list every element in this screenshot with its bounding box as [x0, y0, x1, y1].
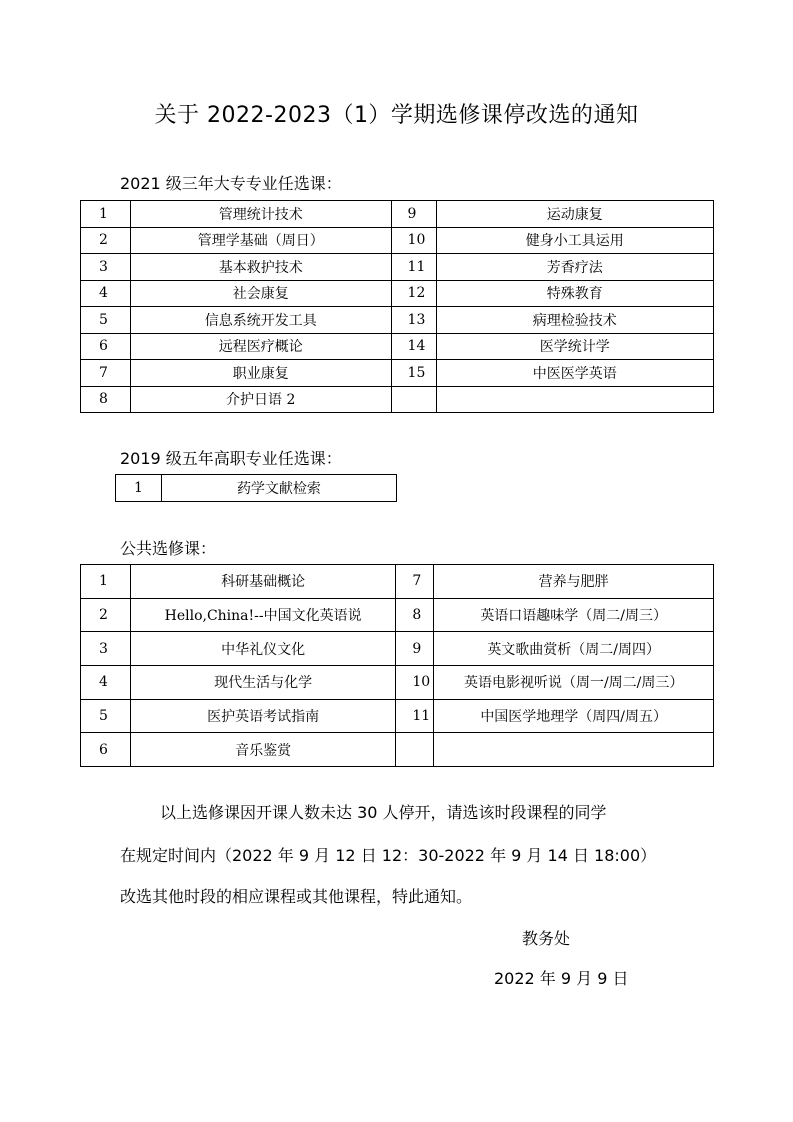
course-name-cell: 运动康复	[436, 201, 714, 228]
course-number-cell: 7	[396, 565, 434, 599]
course-name-cell	[436, 386, 714, 413]
course-name-cell: 信息系统开发工具	[130, 307, 391, 334]
course-number-cell: 14	[391, 333, 436, 360]
notice-line-2: 在规定时间内（2022 年 9 月 12 日 12：30-2022 年 9 月 14 日 18:00）	[120, 846, 657, 865]
course-number-cell: 12	[391, 280, 436, 307]
course-name-cell: 英文歌曲赏析（周二/周四）	[434, 632, 714, 666]
table-row	[81, 307, 714, 334]
course-name-cell: 营养与肥胖	[434, 565, 714, 599]
section1-heading: 2021 级三年大专专业任选课：	[120, 174, 342, 193]
table-row	[81, 360, 714, 387]
course-name-cell: 医护英语考试指南	[130, 699, 396, 733]
course-name-cell: 中华礼仪文化	[130, 632, 396, 666]
table-row	[81, 565, 714, 599]
course-number-cell: 7	[81, 360, 131, 387]
course-number-cell	[396, 733, 434, 767]
table-row	[116, 475, 397, 502]
course-number-cell: 11	[396, 699, 434, 733]
course-name-cell: 药学文献检索	[161, 475, 396, 502]
course-name-cell: Hello,China!--中国文化英语说	[130, 598, 396, 632]
course-name-cell: 基本救护技术	[130, 254, 391, 281]
table-row	[81, 699, 714, 733]
course-name-cell: 英语电影视听说（周一/周二/周三）	[434, 666, 714, 700]
course-name-cell: 特殊教育	[436, 280, 714, 307]
course-number-cell: 9	[391, 201, 436, 228]
notice-line-1: 以上选修课因开课人数未达 30 人停开，请选该时段课程的同学	[160, 803, 607, 822]
course-number-cell: 6	[81, 733, 131, 767]
section3-heading: 公共选修课：	[120, 539, 217, 558]
course-name-cell: 医学统计学	[436, 333, 714, 360]
section1-table	[80, 200, 714, 413]
course-number-cell: 8	[81, 386, 131, 413]
course-name-cell: 介护日语 2	[130, 386, 391, 413]
table-row	[81, 733, 714, 767]
table-row	[81, 227, 714, 254]
course-number-cell: 1	[116, 475, 162, 502]
course-name-cell: 音乐鉴赏	[130, 733, 396, 767]
course-number-cell: 6	[81, 333, 131, 360]
course-number-cell: 9	[396, 632, 434, 666]
course-name-cell: 管理统计技术	[130, 201, 391, 228]
course-name-cell: 中医医学英语	[436, 360, 714, 387]
course-name-cell: 健身小工具运用	[436, 227, 714, 254]
course-number-cell: 5	[81, 307, 131, 334]
course-number-cell: 15	[391, 360, 436, 387]
course-number-cell: 4	[81, 666, 131, 700]
course-number-cell: 13	[391, 307, 436, 334]
course-name-cell: 现代生活与化学	[130, 666, 396, 700]
course-name-cell: 管理学基础（周日）	[130, 227, 391, 254]
course-number-cell: 3	[81, 632, 131, 666]
course-number-cell	[391, 386, 436, 413]
issuing-office: 教务处	[522, 929, 571, 948]
table-row	[81, 254, 714, 281]
section2-table	[115, 474, 397, 502]
table-row	[81, 280, 714, 307]
course-number-cell: 4	[81, 280, 131, 307]
table-row	[81, 386, 714, 413]
table-row	[81, 201, 714, 228]
table-row	[81, 666, 714, 700]
course-name-cell: 中国医学地理学（周四/周五）	[434, 699, 714, 733]
course-name-cell: 社会康复	[130, 280, 391, 307]
course-number-cell: 10	[396, 666, 434, 700]
course-number-cell: 1	[81, 201, 131, 228]
course-name-cell: 芳香疗法	[436, 254, 714, 281]
course-name-cell: 英语口语趣味学（周二/周三）	[434, 598, 714, 632]
issue-date: 2022 年 9 月 9 日	[494, 969, 629, 988]
course-name-cell: 远程医疗概论	[130, 333, 391, 360]
course-name-cell: 科研基础概论	[130, 565, 396, 599]
course-number-cell: 11	[391, 254, 436, 281]
table-row	[81, 632, 714, 666]
course-number-cell: 10	[391, 227, 436, 254]
notice-line-3: 改选其他时段的相应课程或其他课程，特此通知。	[120, 887, 473, 906]
course-name-cell: 病理检验技术	[436, 307, 714, 334]
course-name-cell	[434, 733, 714, 767]
page-title: 关于 2022-2023（1）学期选修课停改选的通知	[154, 103, 639, 128]
course-number-cell: 1	[81, 565, 131, 599]
table-row	[81, 598, 714, 632]
section2-heading: 2019 级五年高职专业任选课：	[120, 449, 342, 468]
section3-table	[80, 564, 714, 767]
course-number-cell: 3	[81, 254, 131, 281]
course-number-cell: 5	[81, 699, 131, 733]
course-number-cell: 2	[81, 227, 131, 254]
table-row	[81, 333, 714, 360]
course-name-cell: 职业康复	[130, 360, 391, 387]
course-number-cell: 2	[81, 598, 131, 632]
course-number-cell: 8	[396, 598, 434, 632]
